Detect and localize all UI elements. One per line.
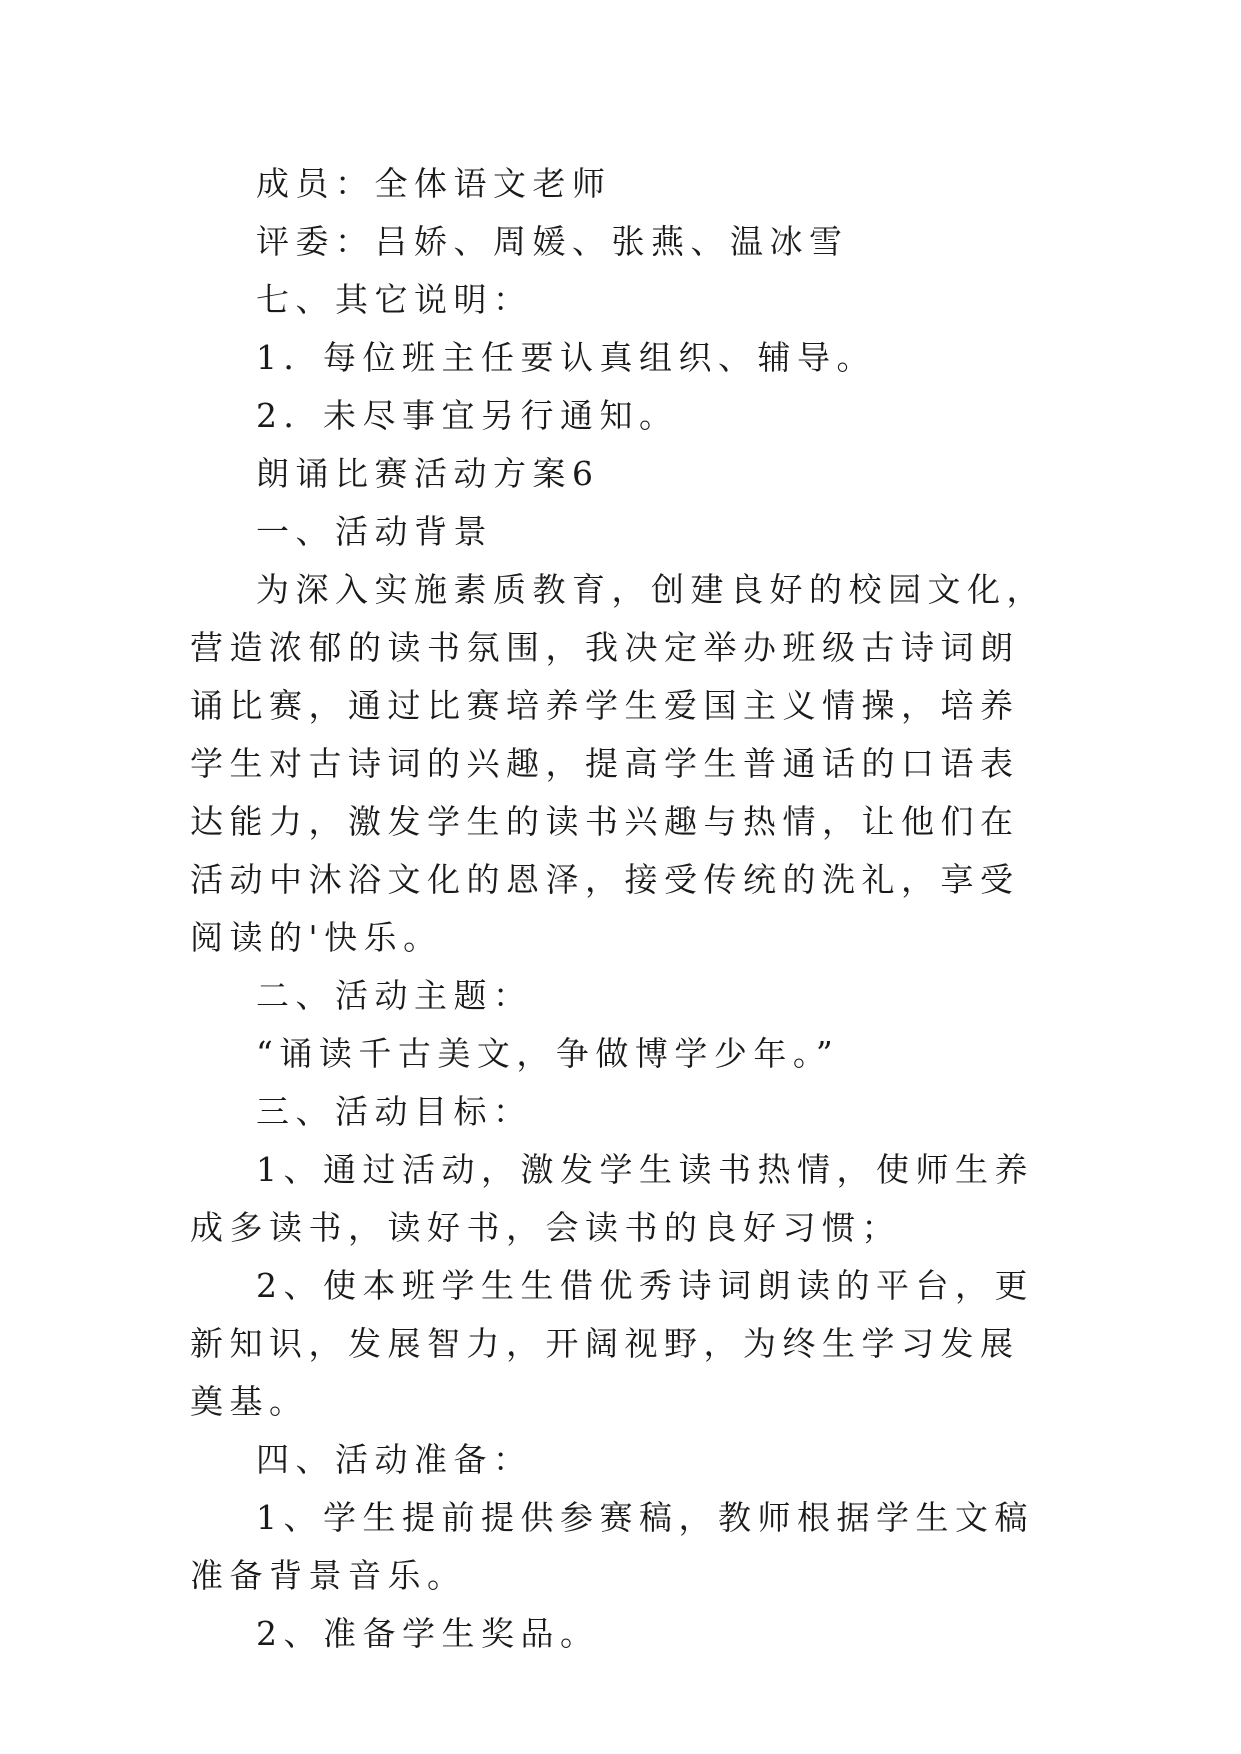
document-body — [190, 155, 1050, 1663]
section-heading-preparation: 四、活动准备： — [256, 1440, 533, 1479]
preparation-item-1: 1、学生提前提供参赛稿，教师根据学生文稿准备背景音乐。 — [190, 1498, 1034, 1595]
preparation-item-2: 2、准备学生奖品。 — [256, 1614, 600, 1653]
note-item-1: 1．每位班主任要认真组织、辅导。 — [256, 338, 876, 377]
section-heading-theme: 二、活动主题： — [256, 976, 533, 1015]
background-paragraph: 为深入实施素质教育，创建良好的校园文化，营造浓郁的读书氛围，我决定举办班级古诗词朗诵比赛，通过比赛培养学生爱国主义情操，培养学生对古诗词的兴趣，提高学生普通话的口语表达能力，激发学生的读书兴趣与热情，让他们在活动中沐浴文化的恩泽，接受传统的洗礼，享受阅读的'快乐。 — [190, 570, 1046, 957]
section-heading-goals: 三、活动目标： — [256, 1092, 533, 1131]
theme-quote: “诵读千古美文，争做博学少年。” — [256, 1034, 840, 1073]
judges-line: 评委：吕娇、周媛、张燕、温冰雪 — [256, 222, 849, 261]
note-item-2: 2．未尽事宜另行通知。 — [256, 396, 679, 435]
section-heading-other-notes: 七、其它说明： — [256, 280, 533, 319]
section-heading-background: 一、活动背景 — [256, 512, 493, 551]
members-line: 成员：全体语文老师 — [256, 164, 612, 203]
goal-item-2: 2、使本班学生生借优秀诗词朗读的平台，更新知识，发展智力，开阔视野，为终生学习发展奠基。 — [190, 1266, 1034, 1421]
plan-title: 朗诵比赛活动方案6 — [256, 454, 600, 493]
goal-item-1: 1、通过活动，激发学生读书热情，使师生养成多读书，读好书，会读书的良好习惯； — [190, 1150, 1034, 1247]
